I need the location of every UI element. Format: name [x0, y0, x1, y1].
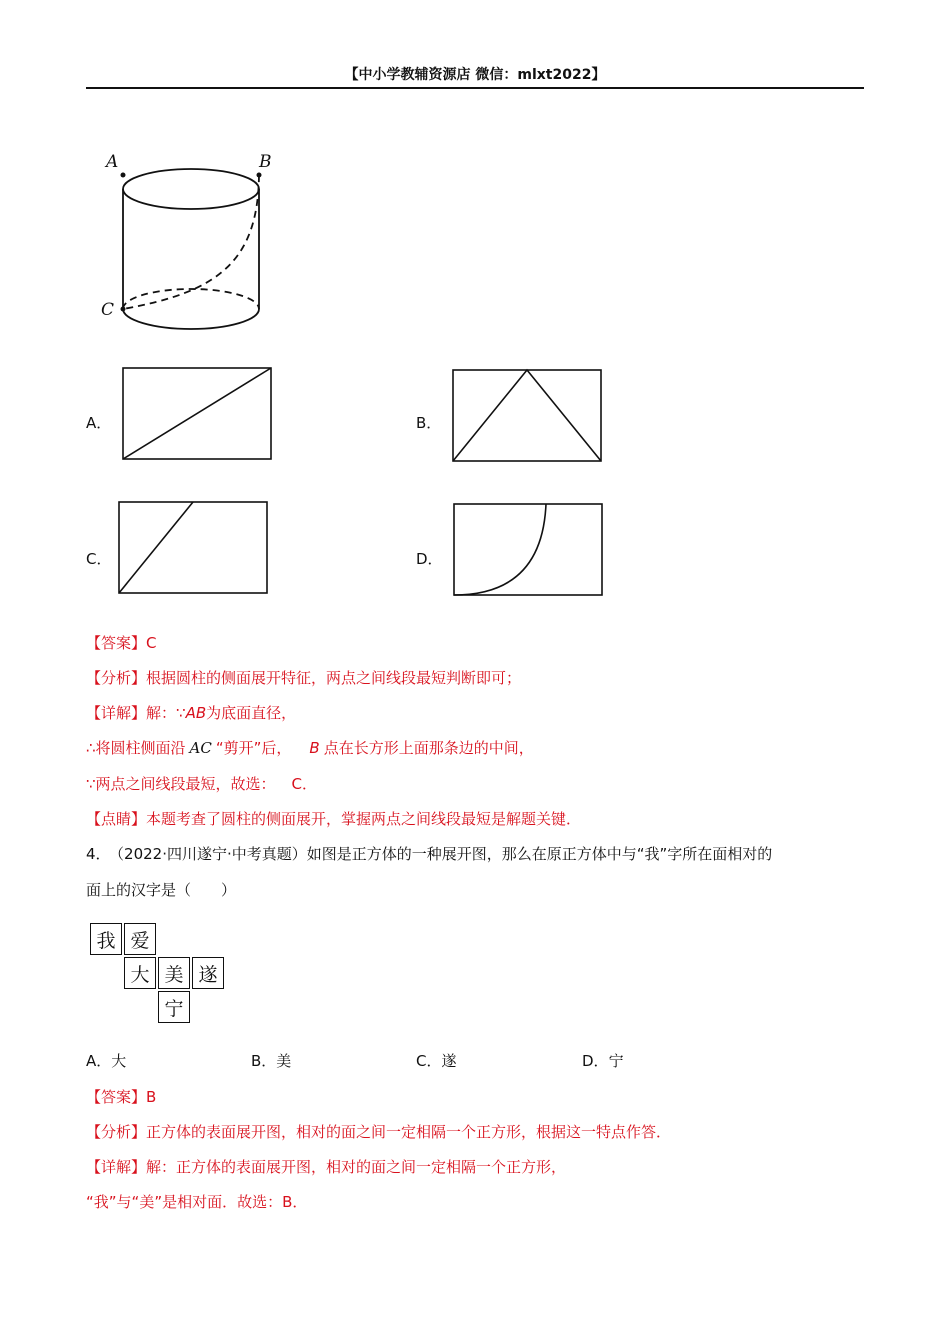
header-rule	[86, 87, 864, 89]
option-d-label: D．	[416, 550, 443, 568]
cylinder-label-c: C	[101, 300, 115, 320]
q4-option-c-text: 遂	[441, 1052, 457, 1070]
q3-comment-text: 本题考查了圆柱的侧面展开，掌握两点之间线段最短是解题关键．	[146, 810, 582, 828]
q4-stem-line-2: 面上的汉字是（ ）	[86, 881, 237, 899]
page-header: 【中小学教辅资源店 微信：mlxt2022】	[344, 67, 606, 83]
q4-analysis	[86, 1121, 671, 1142]
q4-option-a-text: 大	[111, 1052, 127, 1070]
cylinder-label-b: B	[259, 152, 272, 172]
q4-option-a	[86, 1050, 126, 1071]
q4-stem-line-1	[86, 843, 772, 864]
q3-answer-tag: 【答案】	[86, 634, 147, 652]
q3-detail-l2-post: 点在长方形上面那条边的中间，	[323, 739, 534, 757]
option-a-diagram	[123, 368, 271, 459]
q3-detail-line-3	[86, 773, 317, 794]
q3-analysis-tag: 【分析】	[86, 669, 147, 687]
q3-detail-l1-var: AB	[185, 704, 207, 722]
q3-detail-l2-mid: “剪开”后，	[215, 739, 292, 757]
cylinder-helix-path	[123, 175, 259, 309]
q3-analysis	[86, 667, 521, 688]
net-cell-mei: 美	[158, 957, 190, 989]
q4-detail-line-1	[86, 1156, 566, 1177]
q3-detail-l1-pre: 解：∵	[146, 704, 186, 722]
q4-option-b-text: 美	[276, 1052, 292, 1070]
q4-detail-tag: 【详解】	[86, 1158, 147, 1176]
cylinder-label-a: A	[106, 152, 119, 172]
cylinder-bottom-front	[123, 309, 259, 329]
q4-option-d	[582, 1050, 624, 1071]
q3-detail-line-1	[86, 702, 296, 723]
q3-detail-l3: ∵两点之间线段最短，故选：	[86, 775, 276, 793]
q4-stem-text-1: 如图是正方体的一种展开图，那么在原正方体中与“我”字所在面相对的	[306, 845, 773, 863]
option-c-diagram	[119, 502, 267, 593]
q3-detail-l3-ans: C．	[291, 775, 318, 793]
q3-detail-l2-pre: ∴将圆柱侧面沿	[86, 739, 186, 757]
option-d-diagram	[454, 504, 602, 595]
q3-answer-value: C	[146, 634, 157, 652]
q4-option-b	[251, 1050, 291, 1071]
q4-answer-tag: 【答案】	[86, 1088, 147, 1106]
option-b-diagram	[453, 370, 601, 461]
q4-detail-line-2: “我”与“美”是相对面．故选：B．	[86, 1193, 308, 1211]
q4-option-c-label: C．	[416, 1052, 442, 1070]
option-c-label: C．	[86, 550, 112, 568]
q3-detail-l2-var: AC	[189, 739, 212, 757]
q4-analysis-text: 正方体的表面展开图，相对的面之间一定相隔一个正方形，根据这一特点作答．	[146, 1123, 672, 1141]
q3-detail-l1-post: 为底面直径，	[206, 704, 297, 722]
cylinder-top-ellipse	[123, 169, 259, 209]
q4-number: 4．	[86, 845, 111, 863]
q4-option-d-text: 宁	[608, 1052, 624, 1070]
q4-option-b-label: B．	[251, 1052, 277, 1070]
q4-option-d-label: D．	[582, 1052, 609, 1070]
net-cell-da: 大	[124, 957, 156, 989]
q3-detail-l2-var2: B	[309, 739, 320, 757]
cylinder-bottom-back	[123, 289, 259, 309]
q3-detail-tag: 【详解】	[86, 704, 147, 722]
q3-comment	[86, 808, 581, 829]
q4-option-a-label: A．	[86, 1052, 112, 1070]
net-cell-sui: 遂	[192, 957, 224, 989]
q4-detail-text-1: 解：正方体的表面展开图，相对的面之间一定相隔一个正方形，	[146, 1158, 567, 1176]
q4-option-c	[416, 1050, 457, 1071]
q3-comment-tag: 【点睛】	[86, 810, 147, 828]
option-a-label: A．	[86, 414, 112, 432]
q4-answer	[86, 1086, 156, 1107]
net-cell-ning: 宁	[158, 991, 190, 1023]
net-cell-ai: 爱	[124, 923, 156, 955]
q3-detail-line-2	[86, 737, 534, 758]
q4-answer-value: B	[146, 1088, 157, 1106]
q4-source: （2022·四川遂宁·中考真题）	[116, 845, 307, 863]
net-cell-wo: 我	[90, 923, 122, 955]
option-b-label: B．	[416, 414, 442, 432]
q3-analysis-text: 根据圆柱的侧面展开特征，两点之间线段最短判断即可；	[146, 669, 522, 687]
q4-analysis-tag: 【分析】	[86, 1123, 147, 1141]
q3-answer	[86, 632, 157, 653]
